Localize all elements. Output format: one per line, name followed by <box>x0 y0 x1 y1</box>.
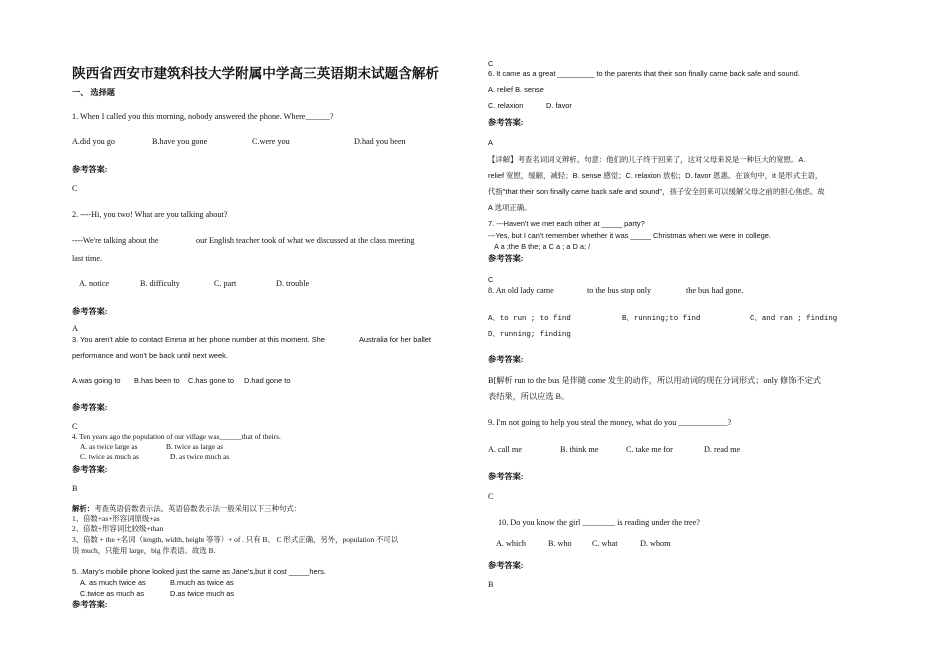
q1-answer: C <box>72 184 78 193</box>
q8-explanation-1: B[解析 run to the bus 是伴随 come 发生的动作，所以用动词的现在分词形式；only 修饰不定式 <box>488 376 821 385</box>
q3-option-c: C.has gone to <box>188 376 235 385</box>
question-7: 7. ---Haven't we met each other at _____ party? <box>488 219 645 228</box>
q4-option-b: B. twice as large as <box>166 442 224 451</box>
analysis-line-1: 解析：考查英语倍数表示法。英语倍数表示法一般采用以下三种句式： <box>72 504 302 513</box>
answer-label: 参考答案: <box>488 561 524 570</box>
question-7-line2: ---Yes, but I can't remember whether it was _____ Christmas when we were in college. <box>488 231 771 240</box>
question-8-a: 8. An old lady came <box>488 286 554 295</box>
question-6: 6. It came as a great _________ to the parents that their son finally came back safe and sound. <box>488 69 800 78</box>
question-2-line3: last time. <box>72 254 103 263</box>
q7-options: A a ;the B the; a C a ; a D a; / <box>494 242 591 251</box>
q4-option-d: D. as twice much as <box>170 452 230 461</box>
q3-option-b: B.has been to <box>134 376 180 385</box>
answer-label: 参考答案: <box>488 472 524 481</box>
analysis-line-5: 说 much，只能用 large，big 作表语。故选 B. <box>72 546 216 555</box>
q7-answer: C <box>488 275 494 284</box>
answer-label: 参考答案: <box>72 403 108 412</box>
answer-label: 参考答案: <box>72 165 108 174</box>
question-10: 10. Do you know the girl ________ is reading under the tree? <box>498 518 700 527</box>
q5-option-c: C.twice as much as <box>80 589 145 598</box>
q3-answer: C <box>72 422 78 431</box>
q4-answer: B <box>72 484 78 493</box>
q9-option-b: B. think me <box>560 445 599 454</box>
q4-option-c: C. twice as much as <box>80 452 139 461</box>
question-4: 4. Ten years ago the population of our village was______that of theirs. <box>72 432 281 441</box>
question-3: 3. You aren't able to contact Emma at her phone number at this moment. She <box>72 335 325 344</box>
q8-option-c: C、and ran ; finding <box>750 315 838 323</box>
analysis-line-4: 3、倍数 + the +名词（length, width, height 等等）+ of . 只有 B、 C 形式正确，另外，population 不可以 <box>72 535 399 544</box>
q2-option-d: D. trouble <box>276 279 310 288</box>
answer-label: 参考答案: <box>72 600 108 609</box>
q5-option-a: A. as much twice as <box>80 578 146 587</box>
q6-explanation-4: A 选项正确。 <box>488 203 532 212</box>
q10-option-c: C. what <box>592 539 618 548</box>
q3-option-a: A.was going to <box>72 376 121 385</box>
page-title: 陕西省西安市建筑科技大学附属中学高三英语期末试题含解析 <box>72 66 440 81</box>
q4-option-a: A. as twice large as <box>80 442 138 451</box>
q5-option-b: B.much as twice as <box>170 578 234 587</box>
q8-option-b: B、running;to find <box>622 315 701 323</box>
q6-option-d: D. favor <box>546 101 572 110</box>
question-5: 5. .Mary's mobile phone looked just the same as Jane's,but it cost _____hers. <box>72 567 326 576</box>
answer-label: 参考答案: <box>72 465 108 474</box>
question-2: 2. ----Hi, you two! What are you talking about? <box>72 210 228 219</box>
question-3-line2: performance and won't be back until next week. <box>72 351 228 360</box>
analysis-line-2: 1、倍数+as+形容词原级+as <box>72 514 160 523</box>
q5-option-d: D.as twice much as <box>170 589 235 598</box>
q6-explanation-3: 代指"that their son finally came back safe and sound"，孩子安全回来可以缓解父母之前的担心焦虑。故 <box>488 187 825 196</box>
question-8-c: the bus had gone. <box>686 286 744 295</box>
q1-option-a: A.did you go <box>72 137 115 146</box>
q9-option-c: C. take me for <box>626 445 673 454</box>
q10-option-b: B. who <box>548 539 572 548</box>
answer-label: 参考答案: <box>72 307 108 316</box>
q3-option-d: D.had gone to <box>244 376 291 385</box>
q6-options-ab: A. relief B. sense <box>488 85 544 94</box>
question-9: 9. I'm not going to help you steal the money, what do you ____________? <box>488 418 732 427</box>
q9-answer: C <box>488 492 494 501</box>
q2-option-b: B. difficulty <box>140 279 180 288</box>
question-8-b: to the bus stop only <box>587 286 652 295</box>
question-3-b: Australia for her ballet <box>359 335 431 344</box>
analysis-label: 解析： <box>72 504 95 513</box>
q8-option-d: D、running; finding <box>488 331 571 339</box>
q2-option-c: C. part <box>214 279 237 288</box>
q1-option-c: C.were you <box>252 137 290 146</box>
question-2-line2b: our English teacher took of what we discussed at the class meeting <box>196 236 415 245</box>
q9-option-d: D. read me <box>704 445 741 454</box>
q10-option-a: A. which <box>496 539 527 548</box>
q6-explanation-2: relief 宽慰，缓解，减轻；B. sense 感觉；C. relaxion 放松；D. favor 恩惠。在该句中，it 是形式主语， <box>488 171 823 180</box>
answer-label: 参考答案: <box>488 254 524 263</box>
answer-label: 参考答案: <box>488 355 524 364</box>
q1-option-b: B.have you gone <box>152 137 208 146</box>
q1-option-d: D.had you been <box>354 137 406 146</box>
q6-answer: A <box>488 138 493 147</box>
q8-explanation-2: 表结果，所以应选 B。 <box>488 392 570 401</box>
q9-option-a: A. call me <box>488 445 522 454</box>
section-heading: 一、 选择题 <box>72 88 115 97</box>
answer-label: 参考答案: <box>488 118 524 127</box>
question-2-line2a: ----We're talking about the <box>72 236 159 245</box>
q5-answer: C <box>488 59 494 68</box>
q2-answer: A <box>72 324 78 333</box>
q8-option-a: A、to run ; to find <box>488 315 571 323</box>
question-1: 1. When I called you this morning, nobody answered the phone. Where______? <box>72 112 334 121</box>
q6-option-c: C. relaxion <box>488 101 524 110</box>
q10-answer: B <box>488 580 494 589</box>
q10-option-d: D. whom <box>640 539 671 548</box>
analysis-line-3: 2、倍数+形容词比较级+than <box>72 524 164 533</box>
q2-option-a: A. notice <box>79 279 110 288</box>
q6-explanation-1: 【详解】考查名词词义辨析。句意：他们的儿子终于回来了，这对父母来说是一种巨大的宽慰。A. <box>488 155 806 164</box>
